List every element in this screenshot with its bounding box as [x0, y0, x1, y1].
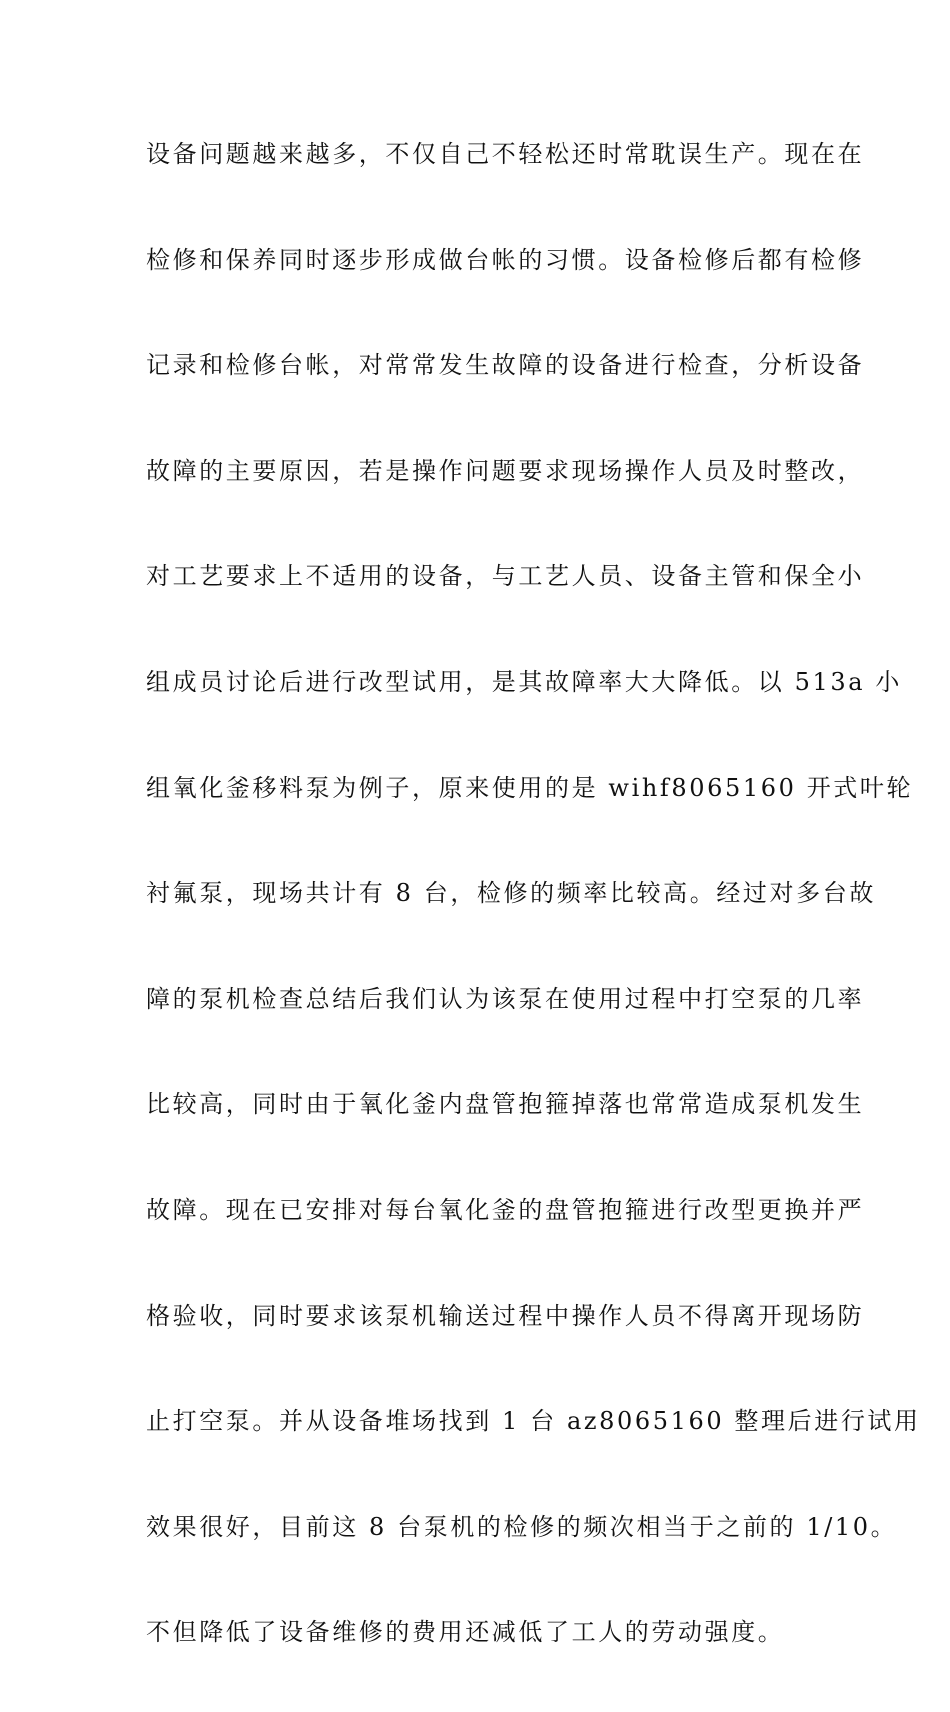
text-line: 比较高，同时由于氧化釜内盘管抱箍掉落也常常造成泵机发生 [146, 1090, 865, 1119]
text-line: 效果很好，目前这 8 台泵机的检修的频次相当于之前的 1/10。 [146, 1512, 898, 1541]
text-line: 止打空泵。并从设备堆场找到 1 台 az8065160 整理后进行试用 [146, 1407, 921, 1436]
text-line: 格验收，同时要求该泵机输送过程中操作人员不得离开现场防 [146, 1301, 865, 1330]
text-line: 故障。现在已安排对每台氧化釜的盘管抱箍进行改型更换并严 [146, 1195, 865, 1224]
text-line: 组氧化釜移料泵为例子，原来使用的是 wihf8065160 开式叶轮 [146, 773, 914, 802]
body-text [146, 128, 921, 1712]
text-line: 衬氟泵，现场共计有 8 台，检修的频率比较高。经过对多台故 [146, 879, 876, 908]
text-line: 记录和检修台帐，对常常发生故障的设备进行检查，分析设备 [146, 351, 865, 380]
text-line: 不但降低了设备维修的费用还减低了工人的劳动强度。 [146, 1618, 785, 1647]
text-line: 设备问题越来越多，不仅自己不轻松还时常耽误生产。现在在 [146, 140, 865, 168]
text-line: 故障的主要原因，若是操作问题要求现场操作人员及时整改， [146, 456, 865, 485]
text-line: 检修和保养同时逐步形成做台帐的习惯。设备检修后都有检修 [146, 245, 865, 274]
text-line: 对工艺要求上不适用的设备，与工艺人员、设备主管和保全小 [146, 562, 865, 591]
text-line: 障的泵机检查总结后我们认为该泵在使用过程中打空泵的几率 [146, 984, 865, 1013]
text-line: 组成员讨论后进行改型试用，是其故障率大大降低。以 513a 小 [146, 667, 902, 696]
